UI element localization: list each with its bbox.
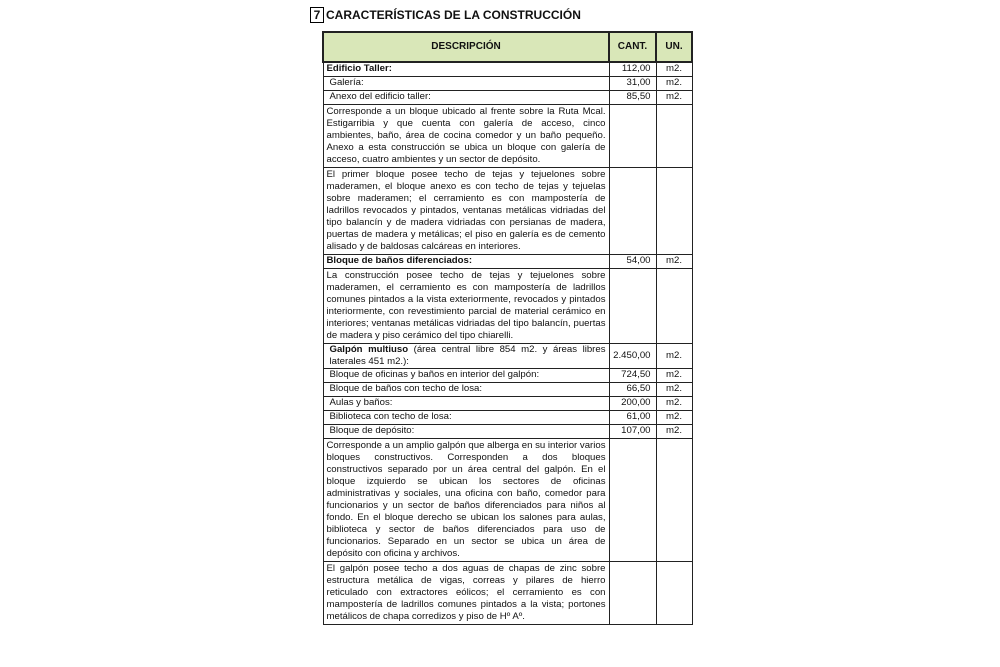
- row-quantity: [609, 439, 656, 562]
- table-header-row: [323, 32, 692, 62]
- table-row: [323, 562, 692, 625]
- header-quantity: CANT.: [609, 32, 656, 62]
- table-row: [323, 62, 692, 77]
- row-quantity: 66,50: [609, 383, 656, 397]
- table-row: [323, 269, 692, 344]
- row-unit: m2.: [656, 77, 692, 91]
- row-description-bold: Galpón multiuso: [329, 344, 409, 355]
- row-description: [323, 344, 609, 369]
- row-description: Bloque de baños diferenciados:: [323, 255, 609, 269]
- row-description: La construcción posee techo de tejas y tejuelones sobre maderamen, el cerramiento es con mampostería de ladrillos comunes pintados a la vista exteriormente, revocados y pintados interiormente, con revestimiento parcial de material cerámico en interiores; ventanas metálicas vidriadas del tipo balancín, puertas de madera y piso cerámico del tipo chiarelli.: [323, 269, 609, 344]
- table-row: [323, 411, 692, 425]
- row-quantity: 724,50: [609, 369, 656, 383]
- table-row: [323, 105, 692, 168]
- row-unit: m2.: [656, 369, 692, 383]
- table-row: [323, 91, 692, 105]
- table-row: [323, 168, 692, 255]
- row-unit: [656, 168, 692, 255]
- row-unit: m2.: [656, 383, 692, 397]
- row-unit: m2.: [656, 62, 692, 77]
- section-number: 7: [310, 7, 324, 23]
- row-description-rest: (área central libre 854 m2. y áreas libres laterales 451 m2.):: [329, 344, 606, 367]
- row-description: Biblioteca con techo de losa:: [323, 411, 609, 425]
- row-unit: [656, 105, 692, 168]
- header-description: DESCRIPCIÓN: [323, 32, 609, 62]
- row-quantity: [609, 105, 656, 168]
- table-row: [323, 255, 692, 269]
- row-description: Anexo del edificio taller:: [323, 91, 609, 105]
- row-description: Bloque de depósito:: [323, 425, 609, 439]
- row-quantity: 107,00: [609, 425, 656, 439]
- section-heading: [310, 7, 581, 23]
- row-unit: [656, 269, 692, 344]
- table-row: [323, 383, 692, 397]
- table-row: [323, 344, 692, 369]
- row-unit: m2.: [656, 425, 692, 439]
- row-unit: m2.: [656, 344, 692, 369]
- row-unit: m2.: [656, 255, 692, 269]
- row-description: Corresponde a un bloque ubicado al frente sobre la Ruta Mcal. Estigarribia y que cuenta con galería de acceso, cinco ambientes, baño, área de cocina comedor y un baño pequeño. Anexo a esta construcción se ubica un bloque con galería de acceso, cuatro ambientes y un sector de depósito.: [323, 105, 609, 168]
- table-row: [323, 77, 692, 91]
- row-quantity: 112,00: [609, 62, 656, 77]
- table-row: [323, 369, 692, 383]
- table-row: [323, 425, 692, 439]
- row-description: Corresponde a un amplio galpón que alberga en su interior varios bloques constructivos. Corresponden a dos bloques constructivos separado por un área central del galpón. En el bloque izquierdo se ubican los sectores de oficinas administrativas y sociales, una oficina con baño, comedor para funcionarios y un sector de baños diferenciados para niños al fondo. En el bloque derecho se ubican los salones para aulas, biblioteca y sector de baños diferenciados para uso de funcionarios. Separado en un sector se ubica un área de depósito con oficina y archivos.: [323, 439, 609, 562]
- row-description: El primer bloque posee techo de tejas y tejuelones sobre maderamen, el bloque anexo es con techo de tejas y tejuelas sobre maderamen; el cerramiento es con mampostería de ladrillos revocados y pintados, ventanas metálicas vidriadas del tipo balancín y de madera vidriadas con persianas de madera, puertas de madera y metálicas; el piso en galería es de cemento alisado y de baldosas calcáreas en interiores.: [323, 168, 609, 255]
- row-quantity: 31,00: [609, 77, 656, 91]
- row-unit: [656, 562, 692, 625]
- row-unit: m2.: [656, 411, 692, 425]
- row-unit: [656, 439, 692, 562]
- row-description: El galpón posee techo a dos aguas de chapas de zinc sobre estructura metálica de vigas, correas y pilares de hierro reticulado con extractores eólicos; el cerramiento es con mampostería de ladrillos comunes pintados a la vista; portones metálicos de chapa corredizos y piso de Hº Aº.: [323, 562, 609, 625]
- row-description: Bloque de oficinas y baños en interior del galpón:: [323, 369, 609, 383]
- row-description: Aulas y baños:: [323, 397, 609, 411]
- row-description: Edificio Taller:: [323, 62, 609, 77]
- row-description: Galería:: [323, 77, 609, 91]
- table-row: [323, 439, 692, 562]
- table-row: [323, 397, 692, 411]
- row-unit: m2.: [656, 397, 692, 411]
- row-quantity: 61,00: [609, 411, 656, 425]
- row-quantity: 54,00: [609, 255, 656, 269]
- row-unit: m2.: [656, 91, 692, 105]
- header-unit: UN.: [656, 32, 692, 62]
- row-quantity: 2.450,00: [609, 344, 656, 369]
- row-description: Bloque de baños con techo de losa:: [323, 383, 609, 397]
- row-quantity: [609, 269, 656, 344]
- row-quantity: [609, 168, 656, 255]
- construction-table: [322, 31, 693, 625]
- section-title: CARACTERÍSTICAS DE LA CONSTRUCCIÓN: [326, 8, 581, 22]
- row-quantity: [609, 562, 656, 625]
- row-quantity: 200,00: [609, 397, 656, 411]
- row-quantity: 85,50: [609, 91, 656, 105]
